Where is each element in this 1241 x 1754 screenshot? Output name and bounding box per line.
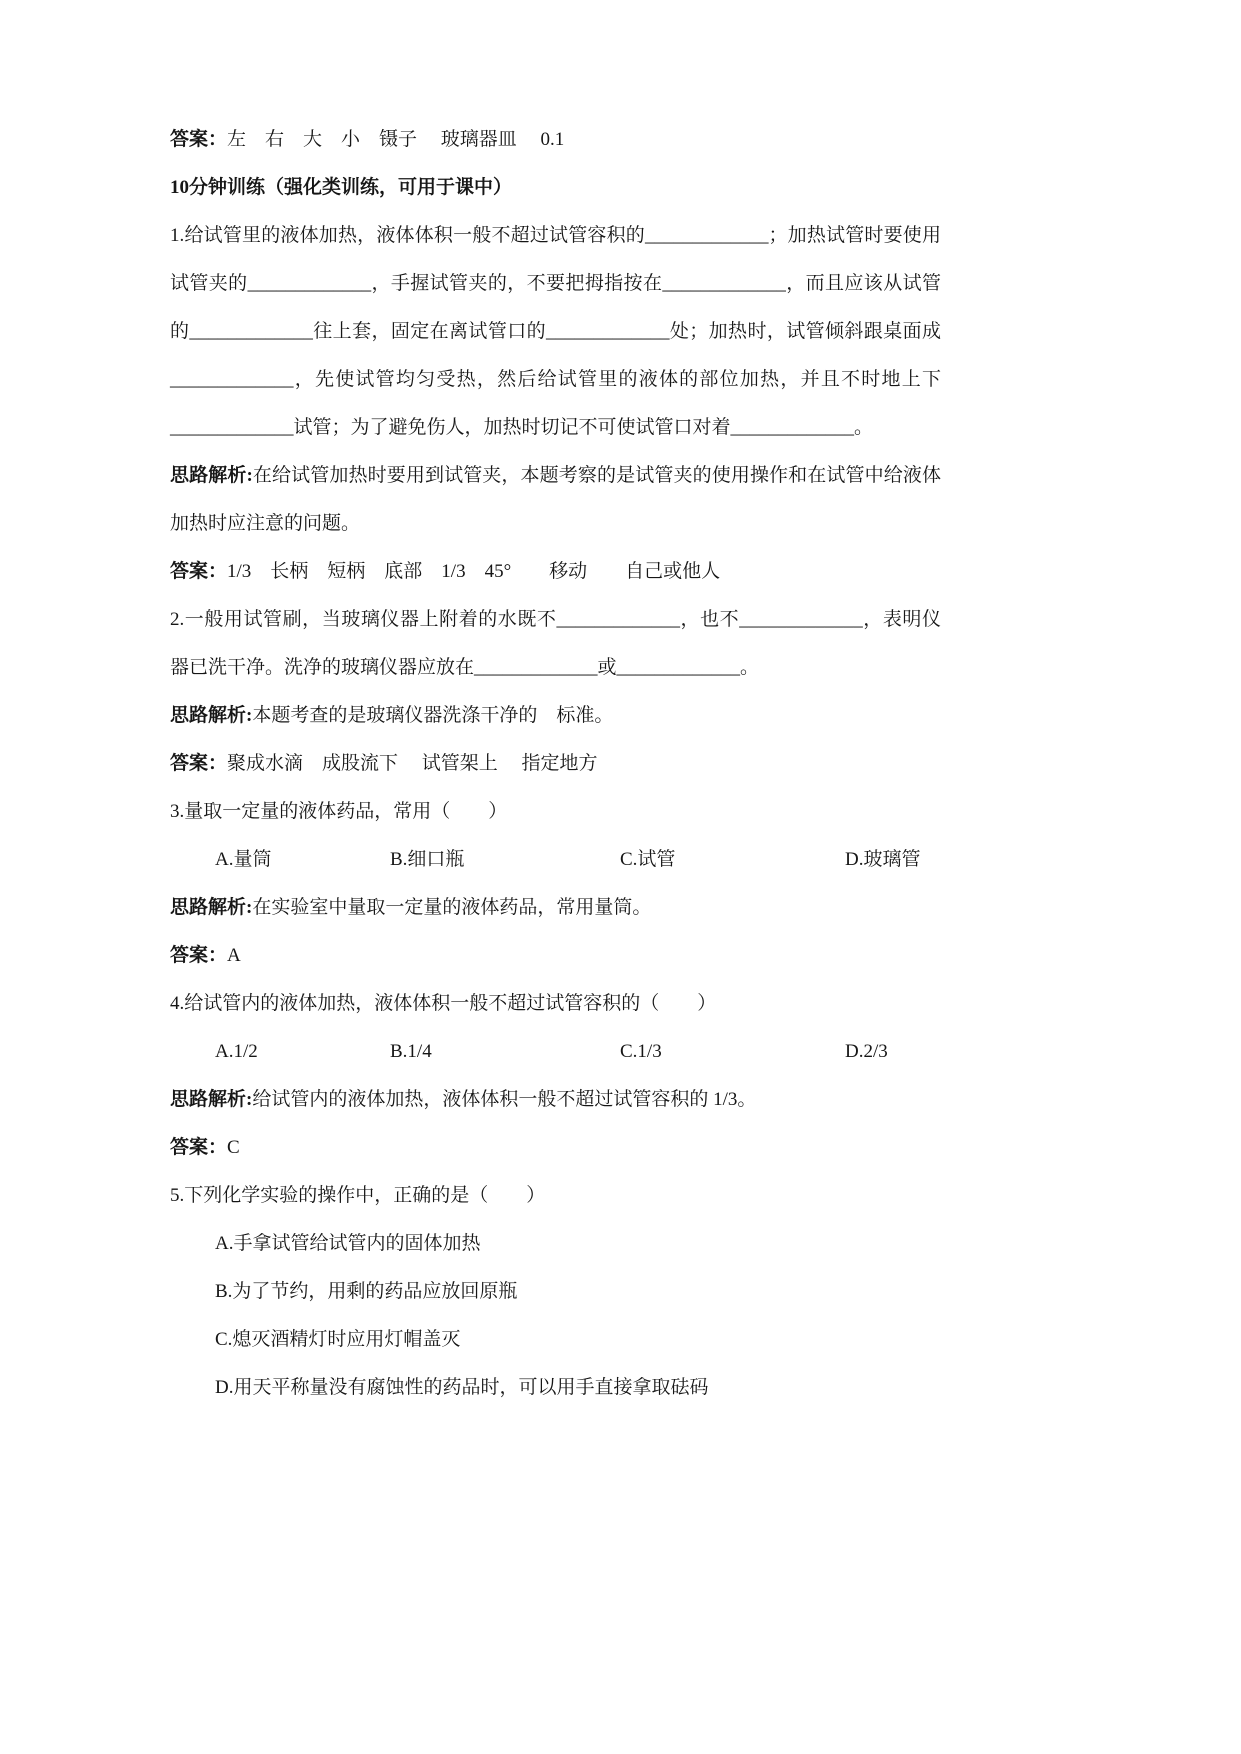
text-run: C [227, 1137, 240, 1158]
question-1 [170, 212, 941, 452]
option-5a [170, 1220, 941, 1268]
text-run: 本题考查的是玻璃仪器洗涤干净的 标准。 [252, 705, 614, 726]
bold-label: 答案： [170, 129, 228, 150]
option-item: A.1/2 [215, 1041, 258, 1062]
option-5d [170, 1364, 941, 1412]
option-item: D.2/3 [845, 1041, 888, 1062]
text-run: C.熄灭酒精灯时应用灯帽盖灭 [215, 1329, 461, 1350]
answer-4 [170, 1124, 941, 1172]
text-run: 3.量取一定量的液体药品，常用（ ） [170, 801, 508, 822]
text-run: 给试管内的液体加热，液体体积一般不超过试管容积的 1/3。 [252, 1089, 757, 1110]
text-run: 在给试管加热时要用到试管夹，本题考察的是试管夹的使用操作和在试管中给液体加热时应注意的问题。 [170, 465, 941, 534]
question-5 [170, 1172, 941, 1220]
option-item: B.1/4 [390, 1041, 432, 1062]
text-run: B.为了节约，用剩的药品应放回原瓶 [215, 1281, 518, 1302]
bold-label: 答案： [170, 945, 228, 966]
option-item: C.1/3 [620, 1041, 662, 1062]
text-run: 2.一般用试管刷，当玻璃仪器上附着的水既不_____________，也不_____________，表明仪器已洗干净。洗净的玻璃仪器应放在_____________或_____________。 [170, 609, 941, 678]
text-run: A.手拿试管给试管内的固体加热 [215, 1233, 481, 1254]
bold-label: 思路解析: [170, 465, 253, 486]
option-item: C.试管 [620, 849, 676, 870]
options-3 [170, 836, 941, 884]
answer-3 [170, 932, 941, 980]
text-run: 1.给试管里的液体加热，液体体积一般不超过试管容积的_____________；加热试管时要使用试管夹的_____________，手握试管夹的，不要把拇指按在_____________，而且应该从试管的_____________往上套，固定在离试管口的_____________处；加热时，试管倾斜跟桌面成_____________，先使试管均匀受热，然后给试管里的液体的部位加热，并且不时地上下_____________试管；为了避免伤人，加热时切记不可使试管口对着_____________。 [170, 225, 941, 438]
text-run: 1/3 长柄 短柄 底部 1/3 45° 移动 自己或他人 [227, 561, 721, 582]
bold-label: 答案： [170, 561, 228, 582]
analysis-1 [170, 452, 941, 548]
text-run: 4.给试管内的液体加热，液体体积一般不超过试管容积的（ ） [170, 993, 717, 1014]
bold-label: 思路解析: [170, 705, 253, 726]
answer-1 [170, 548, 941, 596]
text-run: 左 右 大 小 镊子 玻璃器皿 0.1 [227, 129, 565, 150]
question-4 [170, 980, 941, 1028]
text-run: 聚成水滴 成股流下 试管架上 指定地方 [227, 753, 598, 774]
analysis-4 [170, 1076, 941, 1124]
answer-line [170, 116, 941, 164]
bold-label: 答案： [170, 753, 228, 774]
question-2 [170, 596, 941, 692]
option-item: B.细口瓶 [390, 849, 465, 870]
bold-label: 10分钟训练（强化类训练，可用于课中） [170, 177, 513, 198]
text-run: D.用天平称量没有腐蚀性的药品时，可以用手直接拿取砝码 [215, 1377, 709, 1398]
options-4 [170, 1028, 941, 1076]
bold-label: 思路解析: [170, 1089, 253, 1110]
text-run: A [227, 945, 241, 966]
analysis-2 [170, 692, 941, 740]
option-item: A.量筒 [215, 849, 272, 870]
answer-2 [170, 740, 941, 788]
question-3 [170, 788, 941, 836]
option-item: D.玻璃管 [845, 849, 921, 870]
text-run: 5.下列化学实验的操作中，正确的是（ ） [170, 1185, 546, 1206]
bold-label: 答案： [170, 1137, 228, 1158]
bold-label: 思路解析: [170, 897, 253, 918]
text-run: 在实验室中量取一定量的液体药品，常用量筒。 [252, 897, 652, 918]
analysis-3 [170, 884, 941, 932]
option-5b [170, 1268, 941, 1316]
section-heading [170, 164, 941, 212]
option-5c [170, 1316, 941, 1364]
